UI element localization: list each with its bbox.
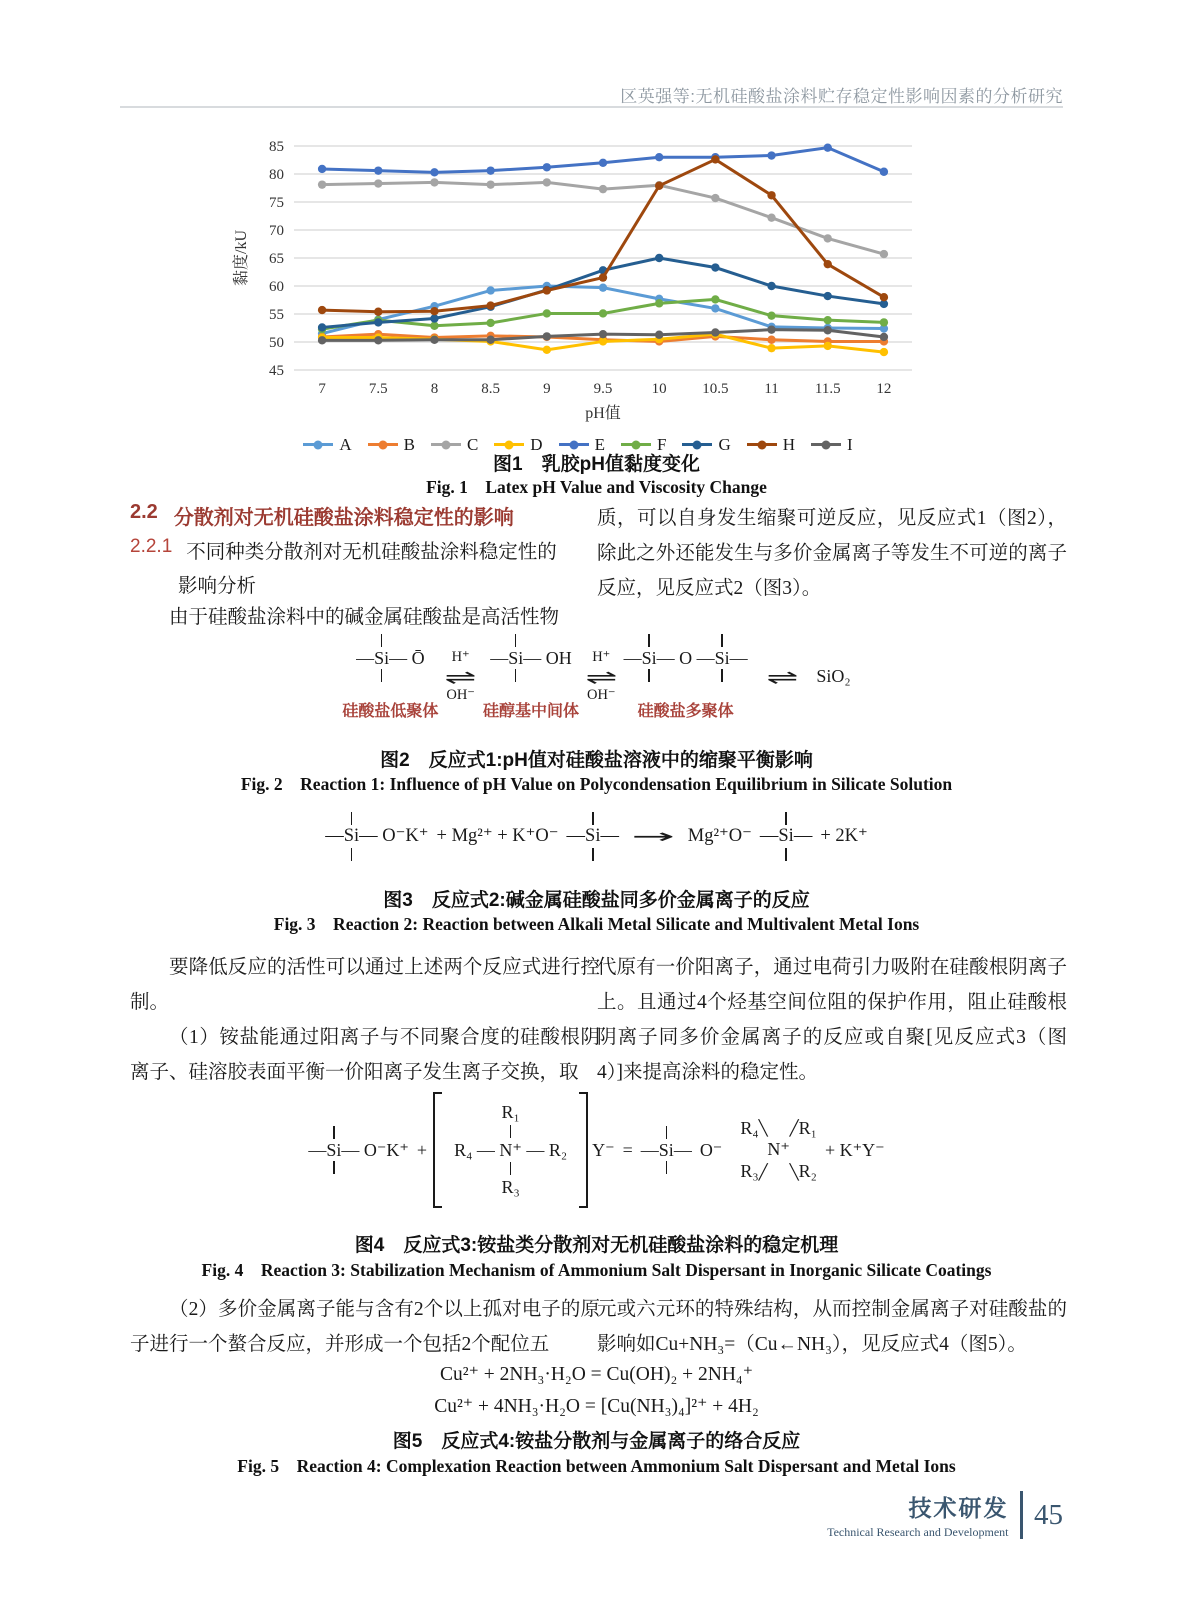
svg-text:8.5: 8.5 xyxy=(481,381,501,397)
bond-dash: — xyxy=(308,1139,327,1160)
paragraph: （1）铵盐能通过阳离子与不同聚合度的硅酸根阴离子、硅溶胶表面平衡一价阳离子发生离子交换，取 xyxy=(130,1027,600,1083)
equilibrium-arrow-2: H⁺ ⇌ OH⁻ xyxy=(585,648,618,703)
si-atom: Si xyxy=(659,1124,674,1176)
n-plus: N⁺ xyxy=(767,1139,790,1160)
svg-text:8: 8 xyxy=(430,381,439,397)
right-column-top xyxy=(597,501,1067,606)
equilibrium-harpoon-icon: ⇌ xyxy=(766,664,798,689)
legend-label: I xyxy=(847,434,853,454)
bond-dash: — xyxy=(490,647,509,668)
plus-sign: + xyxy=(416,1139,428,1160)
legend-label: G xyxy=(718,434,731,454)
legend-label: B xyxy=(403,434,415,454)
silicate-potassium-unit xyxy=(325,810,428,863)
reaction1-label-2: 硅醇基中间体 xyxy=(482,703,579,720)
section-2-2-title: 分散剂对无机硅酸盐涂料稳定性的影响 xyxy=(173,507,514,529)
bond-dash: — xyxy=(793,825,813,846)
svg-text:55: 55 xyxy=(269,307,284,323)
fig2-caption-cn: 图2 反应式1:pH值对硅酸盐溶液中的缩聚平衡影响 xyxy=(380,750,813,771)
silanol-unit xyxy=(490,632,572,684)
silicate-unit xyxy=(567,810,619,863)
svg-text:黏度/kU: 黏度/kU xyxy=(233,229,250,287)
legend-label: C xyxy=(466,434,479,454)
reaction1-label-1: 硅酸盐低聚体 xyxy=(342,703,439,720)
page-number: 45 xyxy=(1034,1498,1063,1531)
bond-line xyxy=(351,812,353,825)
equilibrium-harpoon-icon: ⇌ xyxy=(585,664,618,689)
svg-text:10: 10 xyxy=(651,381,667,397)
section-2-2-number: 2.2 xyxy=(130,501,158,523)
bond-dash: — xyxy=(759,825,779,846)
bond-line xyxy=(666,1126,668,1139)
equals-sign: = xyxy=(622,1139,633,1160)
legend-marker-icon xyxy=(811,443,841,446)
bond-line xyxy=(510,1162,512,1175)
bond-dash: — xyxy=(566,825,586,846)
legend-label: D xyxy=(530,434,543,454)
bond-dash: — xyxy=(673,1139,692,1160)
r4-group: R₄ xyxy=(740,1117,759,1138)
equilibrium-arrow-1: H⁺ ⇌ OH⁻ xyxy=(444,648,477,703)
reaction1-unit3-group xyxy=(624,632,748,721)
svg-text:12: 12 xyxy=(876,381,892,397)
product-ky: + K⁺Y⁻ xyxy=(824,1139,885,1160)
si-atom: Si xyxy=(326,1124,341,1176)
bond-dash: — xyxy=(356,647,375,668)
si-atom: Si xyxy=(508,632,523,684)
viscosity-chart xyxy=(228,134,928,455)
svg-text:11: 11 xyxy=(764,381,779,397)
mid-right-column xyxy=(597,950,1067,1090)
o-minus: — Ō xyxy=(389,647,425,668)
paragraph: 由于硅酸盐涂料中的碱金属硅酸盐是高活性物 xyxy=(169,607,560,628)
reaction3-diagram xyxy=(130,1090,1063,1210)
r2-group: R₂ xyxy=(798,1160,817,1181)
fig3-caption-cn: 图3 反应式2:碱金属硅酸盐同多价金属离子的反应 xyxy=(383,890,810,911)
paragraph: 要降低反应的活性可以通过上述两个反应式进行控制。 xyxy=(130,957,600,1013)
r3-group: R₃ xyxy=(740,1160,759,1181)
si-atom: Si xyxy=(715,632,730,684)
reaction2-diagram xyxy=(130,810,1063,863)
svg-text:9: 9 xyxy=(543,381,551,397)
fig1-caption-cn: 图1 乳胶pH值黏度变化 xyxy=(493,454,700,475)
fig1-caption-en: Fig. 1 Latex pH Value and Viscosity Change xyxy=(426,477,767,497)
section-2-2-1-heading xyxy=(130,536,557,564)
legend-marker-icon xyxy=(303,443,333,446)
bottom-right-column xyxy=(597,1292,1067,1362)
section-2-2-1-title-line1: 不同种类分散剂对无机硅酸盐涂料稳定性的 xyxy=(186,542,557,563)
siloxane-unit xyxy=(624,632,748,684)
legend-marker-icon xyxy=(368,443,398,446)
section-2-2-heading xyxy=(130,501,514,530)
mid-left-column xyxy=(130,950,600,1090)
svg-text:11.5: 11.5 xyxy=(814,381,841,397)
bond-line xyxy=(721,634,723,647)
si-atom: Si xyxy=(344,810,359,863)
fig2-caption-en: Fig. 2 Reaction 1: Influence of pH Value on Polycondensation Equilibrium in Silicate Solution xyxy=(240,774,953,794)
bond-line xyxy=(648,669,650,682)
reaction1-diagram xyxy=(130,632,1063,721)
silicate-unit xyxy=(641,1124,692,1176)
y-anion: Y⁻ xyxy=(592,1139,615,1160)
ammonium-product-structure xyxy=(740,1118,817,1183)
product-mg-group: Mg²⁺O⁻ xyxy=(687,826,752,847)
reaction1-unit2-group xyxy=(483,632,579,721)
paragraph: 代原有一价阳离子，通过电荷引力吸附在硅酸根阴离子上。且通过4个烃基空间位阻的保护作用，阻止硅酸根阴离子同多价金属离子的反应或自聚[见反应式3（图4）]来提高涂料的稳定性。 xyxy=(597,957,1067,1083)
left-column-intro xyxy=(130,600,600,635)
header-rule xyxy=(120,106,1063,108)
si-atom: Si xyxy=(778,810,793,863)
reaction1-unit1-group xyxy=(342,632,438,721)
svg-text:9.5: 9.5 xyxy=(593,381,613,397)
equation-line-2: Cu²⁺ + 4NH₃·H₂O = [Cu(NH₃)₄]²⁺ + 4H₂ xyxy=(434,1396,759,1417)
bond-line xyxy=(381,634,383,647)
silicate-oligomer-unit xyxy=(356,632,425,684)
si-atom: Si xyxy=(585,810,600,863)
silicate-potassium-unit xyxy=(308,1124,409,1176)
bond-line xyxy=(333,1126,335,1139)
bond-line xyxy=(785,812,787,825)
svg-text:85: 85 xyxy=(269,139,284,155)
diagonal-bond: ╱ xyxy=(789,1119,799,1138)
bond-dash: — xyxy=(729,647,748,668)
o-minus: O⁻ xyxy=(699,1139,723,1160)
footer-divider xyxy=(1020,1491,1024,1539)
fig3-caption-en: Fig. 3 Reaction 2: Reaction between Alkali Metal Silicate and Multivalent Metal Ions xyxy=(273,914,920,934)
svg-text:65: 65 xyxy=(269,251,284,267)
product-potassium: + 2K⁺ xyxy=(820,826,868,847)
bond-line xyxy=(351,848,353,861)
running-head: 区英强等:无机硅酸盐涂料贮存稳定性影响因素的分析研究 xyxy=(620,87,1063,106)
page-footer xyxy=(827,1490,1063,1540)
right-bracket xyxy=(579,1092,588,1208)
legend-marker-icon xyxy=(747,443,777,446)
legend-marker-icon xyxy=(682,443,712,446)
svg-text:70: 70 xyxy=(269,223,284,239)
bond-dash: — xyxy=(325,825,344,846)
silicate-unit xyxy=(760,810,812,863)
svg-text:7: 7 xyxy=(318,381,326,397)
bond-line xyxy=(592,848,594,861)
paragraph: 元或六元环的特殊结构，从而控制金属离子对硅酸盐的影响如Cu+NH₃=（Cu←NH₃），见反应式4（图5）。 xyxy=(597,1299,1067,1355)
legend-marker-icon xyxy=(621,443,651,446)
paragraph: （2）多价金属离子能与含有2个以上孤对电子的原子进行一个螯合反应，并形成一个包括2个配位五 xyxy=(130,1299,600,1355)
equilibrium-harpoon-icon: ⇌ xyxy=(444,664,477,689)
fig4-caption-en: Fig. 4 Reaction 3: Stabilization Mechanism of Ammonium Salt Dispersant in Inorganic Silicate Coatings xyxy=(201,1260,992,1280)
bond-line xyxy=(666,1161,668,1174)
svg-text:60: 60 xyxy=(269,279,284,295)
r1-group: R₁ xyxy=(798,1117,817,1138)
bond-line xyxy=(592,812,594,825)
diagonal-bond: ╲ xyxy=(789,1162,799,1181)
bond-line xyxy=(721,669,723,682)
svg-text:10.5: 10.5 xyxy=(702,381,729,397)
oh-group: — OH xyxy=(523,647,572,668)
left-bracket xyxy=(433,1092,442,1208)
reaction1-label-3: 硅酸盐多聚体 xyxy=(637,703,734,720)
legend-label: E xyxy=(594,434,605,454)
legend-label: F xyxy=(656,434,667,454)
reactants-mid: + Mg²⁺ + K⁺O⁻ xyxy=(436,826,559,847)
bridging-oxygen: — O — xyxy=(656,647,715,668)
legend-label: A xyxy=(339,434,352,454)
legend-label: H xyxy=(782,434,795,454)
si-atom: Si xyxy=(374,632,389,684)
diagonal-bond: ╱ xyxy=(758,1162,768,1181)
fig4-caption-cn: 图4 反应式3:铵盐类分散剂对无机硅酸盐涂料的稳定机理 xyxy=(354,1235,839,1256)
svg-text:75: 75 xyxy=(269,195,284,211)
chart-canvas xyxy=(228,134,928,426)
diagonal-bond: ╲ xyxy=(758,1119,768,1138)
r3-group: R₃ xyxy=(501,1177,520,1198)
legend-marker-icon xyxy=(494,443,524,446)
bond-line xyxy=(510,1125,512,1138)
fig5-caption-cn: 图5 反应式4:铵盐分散剂与金属离子的络合反应 xyxy=(392,1431,801,1452)
si-atom: Si xyxy=(642,632,657,684)
legend-marker-icon xyxy=(559,443,589,446)
fig5-caption-en: Fig. 5 Reaction 4: Complexation Reaction between Ammonium Salt Dispersant and Metal Ions xyxy=(237,1456,956,1476)
svg-text:pH值: pH值 xyxy=(585,405,621,422)
sio2-product: SiO₂ xyxy=(816,666,851,686)
bond-line xyxy=(515,669,517,682)
svg-text:80: 80 xyxy=(269,167,284,183)
footer-section-en: Technical Research and Development xyxy=(827,1525,1009,1539)
section-2-2-1-number: 2.2.1 xyxy=(130,536,173,557)
bond-dash: — xyxy=(623,647,642,668)
legend-marker-icon xyxy=(431,443,461,446)
svg-text:45: 45 xyxy=(269,363,284,379)
reaction-arrow-icon: → xyxy=(631,824,676,849)
bottom-left-column xyxy=(130,1292,600,1362)
paragraph: 质，可以自身发生缩聚可逆反应，见反应式1（图2），除此之外还能发生与多价金属离子等发生不可逆的离子反应，见反应式2（图3）。 xyxy=(597,508,1067,599)
r1-group: R₁ xyxy=(501,1101,520,1122)
bond-line xyxy=(333,1161,335,1174)
svg-text:7.5: 7.5 xyxy=(368,381,388,397)
bond-dash: — xyxy=(640,1139,659,1160)
o-k-group: — O⁻K⁺ xyxy=(359,826,429,847)
bond-dash: — xyxy=(600,825,619,846)
equation-line-1: Cu²⁺ + 2NH₃·H₂O = Cu(OH)₂ + 2NH₄⁺ xyxy=(439,1364,754,1385)
o-k-group: — O⁻K⁺ xyxy=(341,1139,409,1160)
bond-line xyxy=(785,848,787,861)
quaternary-ammonium-structure xyxy=(448,1098,573,1202)
section-2-2-1-title-line2: 影响分析 xyxy=(178,576,257,597)
footer-section-cn: 技术研发 xyxy=(908,1495,1009,1521)
svg-text:50: 50 xyxy=(269,335,284,351)
bond-line xyxy=(648,634,650,647)
bond-line xyxy=(381,669,383,682)
bond-line xyxy=(515,634,517,647)
n-center-row: R₄ — N⁺ — R₂ xyxy=(454,1139,568,1160)
